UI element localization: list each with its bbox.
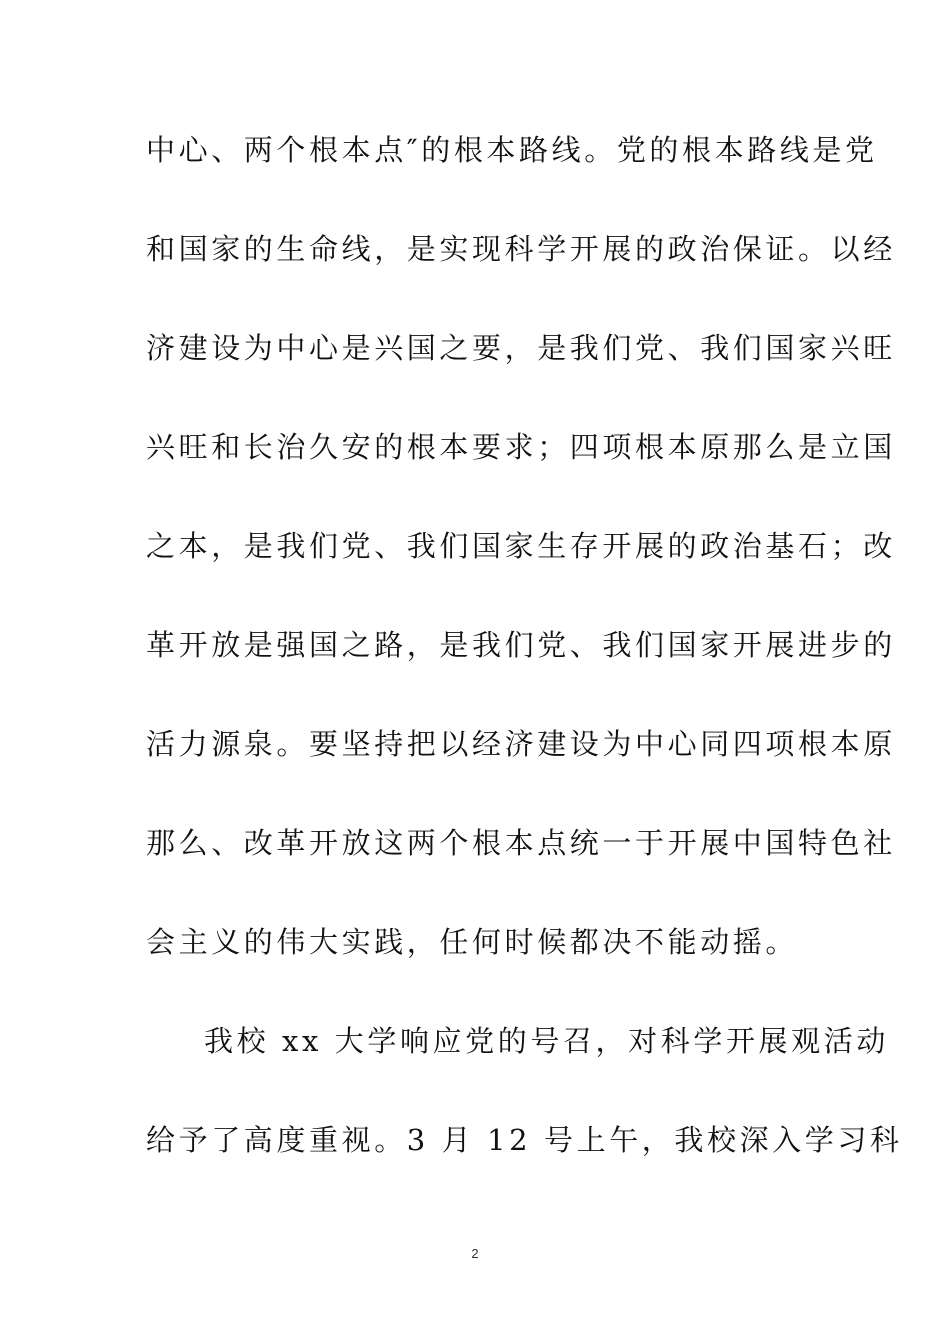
text-line: 之本，是我们党、我们国家生存开展的政治基石；改 <box>146 529 896 563</box>
text-line: 革开放是强国之路，是我们党、我们国家开展进步的 <box>146 628 896 662</box>
text-line: 会主义的伟大实践，任何时候都决不能动摇。 <box>146 925 799 959</box>
page-number: 2 <box>471 1246 479 1261</box>
text-line: 那么、改革开放这两个根本点统一于开展中国特色社 <box>146 826 896 860</box>
text-line: 中心、两个根本点″的根本路线。党的根本路线是党 <box>146 133 878 167</box>
text-line: 兴旺和长治久安的根本要求；四项根本原那么是立国 <box>146 430 896 464</box>
paragraph-first-line: 我校 xx 大学响应党的号召，对科学开展观活动 <box>204 1024 889 1058</box>
text-line: 和国家的生命线，是实现科学开展的政治保证。以经 <box>146 232 896 266</box>
text-line: 济建设为中心是兴国之要，是我们党、我们国家兴旺 <box>146 331 896 365</box>
text-line: 给予了高度重视。3 月 12 号上午，我校深入学习科 <box>146 1123 903 1157</box>
text-line: 活力源泉。要坚持把以经济建设为中心同四项根本原 <box>146 727 896 761</box>
